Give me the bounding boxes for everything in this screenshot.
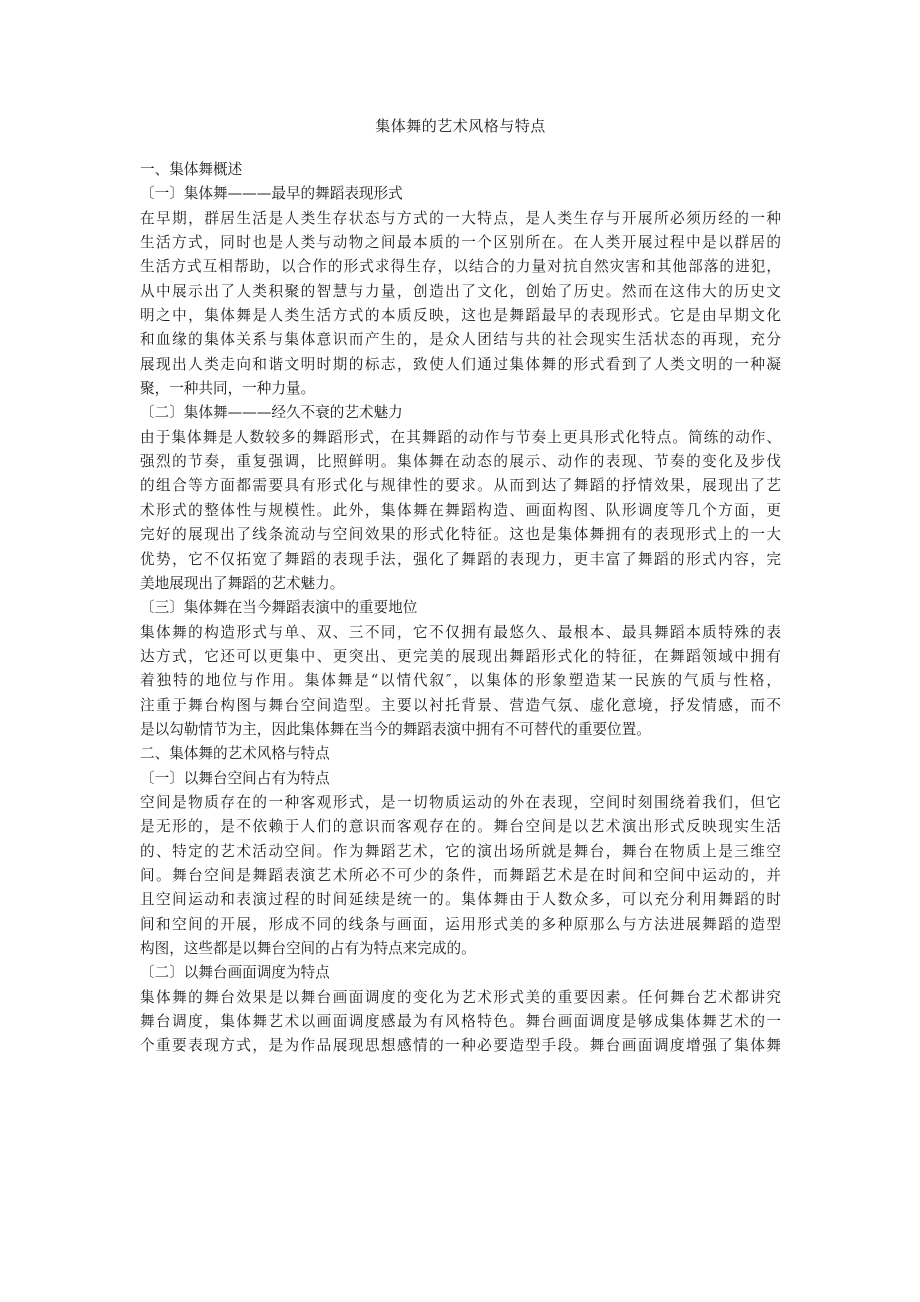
paragraph-line: 舞台调度，集体舞艺术以画面调度感最为有风格特色。舞台画面调度是够成集体舞艺术的一 [140,1013,781,1031]
paragraph-line: 生活方式互相帮助，以合作的形式求得生存，以结合的力量对抗自然灾害和其他部落的进犯， [140,258,781,276]
paragraph-line: 且空间运动和表演过程的时间延续是统一的。集体舞由于人数众多，可以充分利用舞蹈的时 [140,891,781,909]
paragraph-line: 完好的展现出了线条流动与空间效果的形式化特征。这也是集体舞拥有的表现形式上的一大 [140,526,781,544]
paragraph-line: 空间是物质存在的一种客观形式，是一切物质运动的外在表现，空间时刻围绕着我们，但它 [140,793,781,811]
subsection-heading: 〔二〕以舞台画面调度为特点 [140,964,330,982]
paragraph-line: 集体舞的构造形式与单、双、三不同，它不仅拥有最悠久、最根本、最具舞蹈本质特殊的表 [140,623,781,641]
document-body [140,158,781,1059]
paragraph-line: 间和空间的开展，形成不同的线条与画面，运用形式美的多种原那么与方法进展舞蹈的造型 [140,915,781,933]
paragraph-line: 注重于舞台构图与舞台空间造型。主要以衬托背景、营造气氛、虚化意境，抒发情感，而不 [140,696,781,714]
paragraph [140,426,781,596]
paragraph-line: 生活方式，同时也是人类与动物之间最本质的一个区别所在。在人类开展过程中是以群居的 [140,234,781,252]
paragraph-line: 术形式的整体性与规模性。此外，集体舞在舞蹈构造、画面构图、队形调度等几个方面，更 [140,501,781,519]
paragraph-line: 展现出人类走向和谐文明时期的标志，致使人们通过集体舞的形式看到了人类文明的一种凝 [140,355,781,373]
subsection-heading: 〔一〕集体舞———最早的舞蹈表现形式 [140,185,403,203]
paragraph [140,621,781,743]
paragraph-line: 是无形的，是不依赖于人们的意识而客观存在的。舞台空间是以艺术演出形式反映现实生活 [140,818,781,836]
paragraph-line: 着独特的地位与作用。集体舞是“以情代叙″，以集体的形象塑造某一民族的气质与性格， [140,672,781,690]
section-heading: 二、集体舞的艺术风格与特点 [140,745,330,763]
paragraph-line: 美地展现出了舞蹈的艺术魅力。 [140,574,345,592]
paragraph-line: 强烈的节奏，重复强调，比照鲜明。集体舞在动态的展示、动作的表现、节奏的变化及步伐 [140,453,781,471]
paragraph [140,791,781,961]
document-title: 集体舞的艺术风格与特点 [375,117,546,135]
paragraph-line: 的组合等方面都需要具有形式化与规律性的要求。从而到达了舞蹈的抒情效果，展现出了艺 [140,477,781,495]
section-heading: 一、集体舞概述 [140,161,243,178]
subsection-heading: 〔三〕集体舞在当今舞蹈表演中的重要地位 [140,599,418,617]
paragraph-line: 的、特定的艺术活动空间。作为舞蹈艺术，它的演出场所就是舞台，舞台在物质上是三维空 [140,842,781,860]
paragraph-line: 明之中，集体舞是人类生活方式的本质反映，这也是舞蹈最早的表现形式。它是由早期文化 [140,307,781,325]
paragraph-line: 在早期，群居生活是人类生存状态与方式的一大特点，是人类生存与开展所必须历经的一种 [140,209,781,227]
paragraph-line: 是以勾勒情节为主，因此集体舞在当今的舞蹈表演中拥有不可替代的重要位置。 [140,720,651,738]
paragraph-line: 由于集体舞是人数较多的舞蹈形式，在其舞蹈的动作与节奏上更具形式化特点。简练的动作、 [140,428,781,446]
paragraph [140,207,781,402]
paragraph-line: 聚，一种共同，一种力量。 [140,380,316,398]
paragraph-line: 构图，这些都是以舞台空间的占有为特点来完成的。 [140,940,476,957]
subsection-heading: 〔二〕集体舞———经久不衰的艺术魅力 [140,404,403,422]
paragraph-line: 优势，它不仅拓宽了舞蹈的表现手法，强化了舞蹈的表现力，更丰富了舞蹈的形式内容，完 [140,550,781,568]
paragraph-line: 间。舞台空间是舞蹈表演艺术所必不可少的条件，而舞蹈艺术是在时间和空间中运动的，并 [140,866,781,884]
paragraph-line: 和血缘的集体关系与集体意识而产生的，是众人团结与共的社会现实生活状态的再现，充分 [140,331,781,349]
paragraph-line: 集体舞的舞台效果是以舞台画面调度的变化为艺术形式美的重要因素。任何舞台艺术都讲究 [140,988,781,1006]
subsection-heading: 〔一〕以舞台空间占有为特点 [140,769,330,787]
paragraph-line: 达方式，它还可以更集中、更突出、更完美的展现出舞蹈形式化的特征，在舞蹈领域中拥有 [140,647,781,665]
paragraph [140,986,781,1059]
paragraph-line: 从中展示出了人类积聚的智慧与力量，创造出了文化，创始了历史。然而在这伟大的历史文 [140,282,781,300]
paragraph-line: 个重要表现方式，是为作品展现思想感情的一种必要造型手段。舞台画面调度增强了集体舞 [140,1037,781,1055]
document-page [140,114,781,1059]
